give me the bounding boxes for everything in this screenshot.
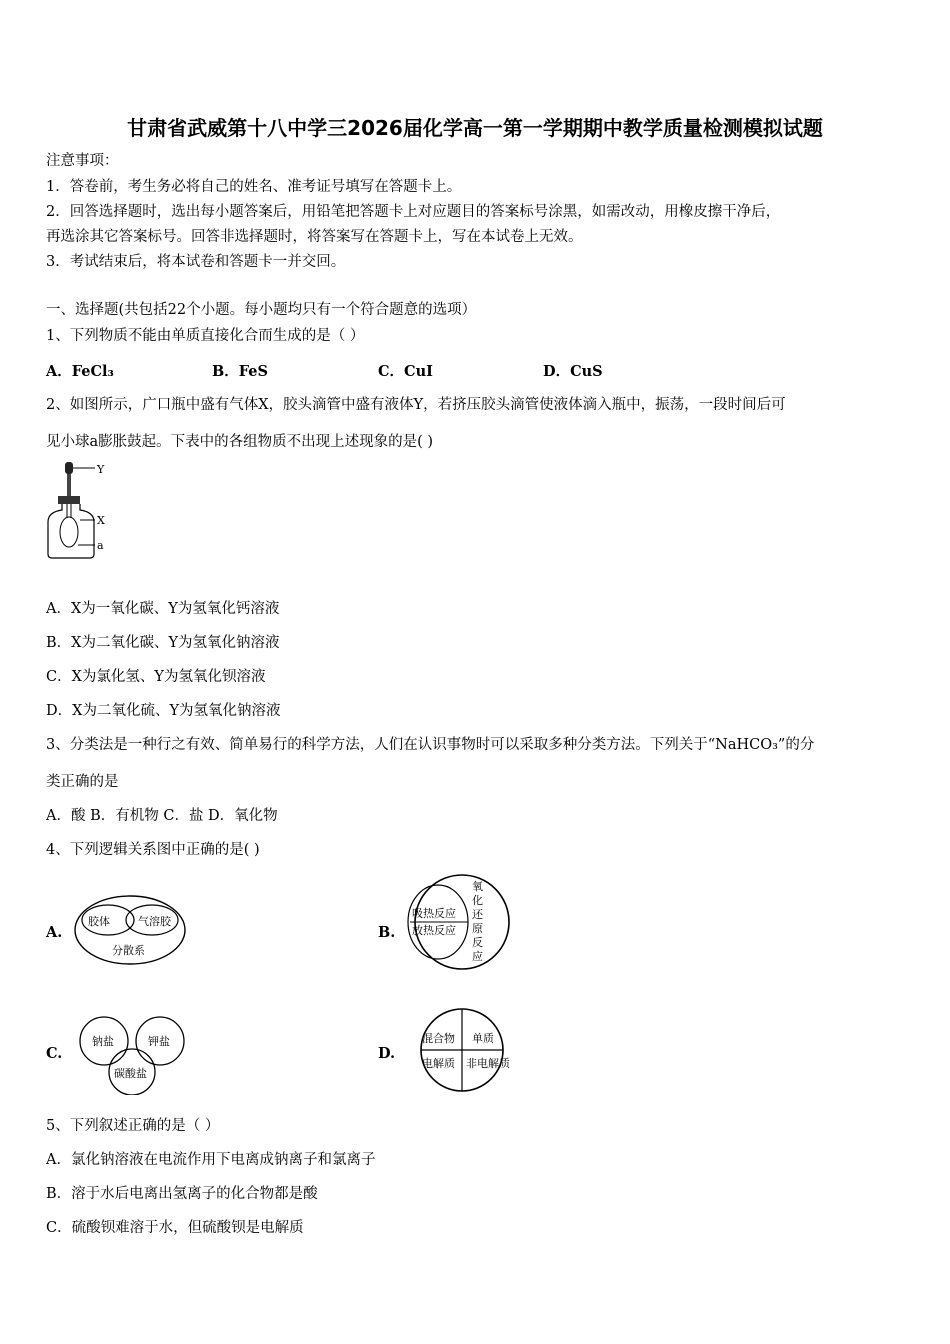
- q2-option-b: B．X为二氧化碳、Y为氢氧化钠溶液: [46, 635, 280, 651]
- q4d-element-label: 单质: [472, 1032, 494, 1045]
- q5-stem: 5、下列叙述正确的是（ ）: [46, 1118, 220, 1134]
- q4b-exothermic-label: 放热反应: [412, 924, 456, 937]
- notice-item-1: 1．答卷前，考生务必将自己的姓名、准考证号填写在答题卡上。: [46, 179, 462, 195]
- q4b-redox-char-1: 氧: [472, 880, 483, 893]
- q4a-dispersion-label: 分散系: [112, 944, 145, 957]
- q4-figure-b: [402, 872, 520, 972]
- q5-option-b: B．溶于水后电离出氢离子的化合物都是酸: [46, 1186, 318, 1202]
- q4a-colloid-label: 胶体: [88, 915, 110, 928]
- q2-label-y: Y: [97, 463, 105, 476]
- q4c-carbonate-label: 碳酸盐: [114, 1067, 147, 1080]
- q4b-redox-char-4: 原: [472, 922, 483, 935]
- q4b-redox-char-2: 化: [472, 894, 483, 907]
- q2-option-d: D．X为二氧化硫、Y为氢氧化钠溶液: [46, 703, 281, 719]
- q4d-electrolyte-label: 电解质: [422, 1057, 455, 1070]
- q2-option-c: C．X为氯化氢、Y为氢氧化钡溶液: [46, 669, 266, 685]
- q4b-endothermic-label: 吸热反应: [412, 907, 456, 920]
- q2-label-x: X: [97, 514, 105, 527]
- q5-option-a: A．氯化钠溶液在电流作用下电离成钠离子和氯离子: [46, 1152, 376, 1168]
- q3-stem-line1: 3、分类法是一种行之有效、简单易行的科学方法，人们在认识事物时可以采取多种分类方法。下列关于“NaHCO₃”的分: [46, 737, 815, 753]
- q4a-aerosol-label: 气溶胶: [138, 915, 171, 928]
- q1-option-a: A．FeCl₃: [46, 363, 114, 380]
- q4-label-c: C.: [46, 1045, 63, 1062]
- q4d-mixture-label: 混合物: [422, 1032, 455, 1045]
- q4-figure-a: [70, 888, 190, 968]
- q1-option-d: D．CuS: [543, 363, 603, 380]
- q2-label-a: a: [97, 539, 104, 552]
- q4-label-a: A.: [46, 924, 63, 941]
- q4-stem: 4、下列逻辑关系图中正确的是( ): [46, 842, 260, 858]
- q2-stem-line1: 2、如图所示，广口瓶中盛有气体X，胶头滴管中盛有液体Y，若挤压胶头滴管使液体滴入瓶中，振荡，一段时间后可: [46, 397, 786, 413]
- q5-option-c: C．硫酸钡难溶于水，但硫酸钡是电解质: [46, 1220, 304, 1236]
- q1-option-b: B．FeS: [212, 363, 268, 380]
- q2-apparatus-figure: [40, 460, 120, 565]
- q4-label-d: D.: [378, 1045, 396, 1062]
- q4c-potassium-salt-label: 钾盐: [148, 1035, 170, 1048]
- q4-label-b: B.: [378, 924, 396, 941]
- notice-heading: 注意事项：: [46, 153, 119, 169]
- q4c-sodium-salt-label: 钠盐: [92, 1035, 114, 1048]
- q3-options: A．酸 B．有机物 C．盐 D．氧化物: [46, 808, 278, 824]
- notice-item-2-cont: 再选涂其它答案标号。回答非选择题时，将答案写在答题卡上，写在本试卷上无效。: [46, 229, 583, 245]
- page-title: 甘肃省武威第十八中学三2026届化学高一第一学期期中教学质量检测模拟试题: [127, 116, 823, 140]
- notice-item-2: 2．回答选择题时，选出每小题答案后，用铅笔把答题卡上对应题目的答案标号涂黑，如需改动，用橡皮擦干净后，: [46, 204, 781, 220]
- section-heading: 一、选择题(共包括22个小题。每小题均只有一个符合题意的选项）: [46, 302, 477, 318]
- q4b-redox-char-6: 应: [472, 950, 483, 963]
- q2-option-a: A．X为一氧化碳、Y为氢氧化钙溶液: [46, 601, 280, 617]
- q4-figure-c: [72, 1015, 192, 1095]
- q4b-redox-char-5: 反: [472, 936, 483, 949]
- q1-option-c: C．CuI: [378, 363, 433, 380]
- q4d-nonelectrolyte-label: 非电解质: [466, 1057, 510, 1070]
- notice-item-3: 3．考试结束后，将本试卷和答题卡一并交回。: [46, 254, 346, 270]
- q2-stem-line2: 见小球a膨胀鼓起。下表中的各组物质不出现上述现象的是( ): [46, 434, 434, 450]
- q1-stem: 1、下列物质不能由单质直接化合而生成的是（ ）: [46, 328, 365, 344]
- q3-stem-line2: 类正确的是: [46, 774, 119, 790]
- q4b-redox-char-3: 还: [472, 908, 483, 921]
- q4-figure-d: [402, 1005, 524, 1095]
